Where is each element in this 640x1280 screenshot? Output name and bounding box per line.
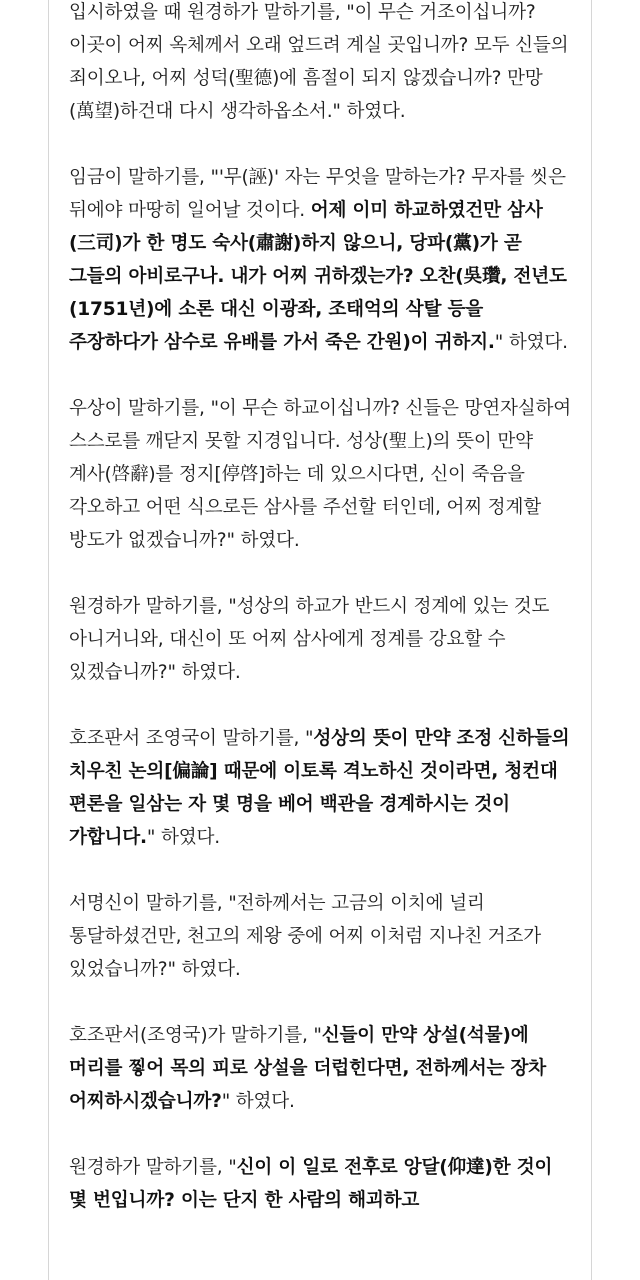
text-segment: " 하였다. <box>146 827 220 848</box>
text-segment: 호조판서(조영국)가 말하기를, " <box>69 1025 322 1046</box>
text-segment: " 하였다. <box>494 332 568 353</box>
paragraph <box>69 722 573 854</box>
paragraph <box>69 161 573 359</box>
paragraph <box>69 887 573 986</box>
text-segment: 원경하가 말하기를, " <box>69 1157 237 1178</box>
document-body <box>69 0 573 1250</box>
text-segment: 입시하였을 때 원경하가 말하기를, "이 무슨 거조이십니까? 이곳이 어찌 옥체께서 오래 엎드려 계실 곳입니까? 모두 신들의 죄이오나, 어찌 성덕(聖德)에 흠절이 되지 않겠습니까? 만망(萬望)하건대 다시 생각하옵소서." 하였다. <box>69 2 569 122</box>
paragraph <box>69 590 573 689</box>
bold-text-segment: 어제 이미 하교하였건만 삼사(三司)가 한 명도 숙사(肅謝)하지 않으니, 당파(黨)가 곧 그들의 아비로구나. 내가 어찌 귀하겠는가? 오찬(吳瓚, 전년도(1751년)에 소론 대신 이광좌, 조태억의 삭탈 등을 주장하다가 삼수로 유배를 가서 죽은 간원)이 귀하지. <box>69 200 567 353</box>
text-segment: 원경하가 말하기를, "성상의 하교가 반드시 정계에 있는 것도 아니거니와, 대신이 또 어찌 삼사에게 정계를 강요할 수 있겠습니까?" 하였다. <box>69 596 550 683</box>
text-segment: " 하였다. <box>221 1091 295 1112</box>
text-segment: 서명신이 말하기를, "전하께서는 고금의 이치에 널리 통달하셨건만, 천고의 제왕 중에 어찌 이처럼 지나친 거조가 있었습니까?" 하였다. <box>69 893 541 980</box>
paragraph <box>69 1019 573 1118</box>
text-segment: 우상이 말하기를, "이 무슨 하교이십니까? 신들은 망연자실하여 스스로를 깨닫지 못할 지경입니다. 성상(聖上)의 뜻이 만약 계사(啓辭)를 정지[停啓]하는 데 있으시다면, 신이 죽음을 각오하고 어떤 식으로든 삼사를 주선할 터인데, 어찌 정계할 방도가 없겠습니까?" 하였다. <box>69 398 572 551</box>
text-segment: 임금이 말하기를, "'무(誣)' 자는 무엇을 말하는가? 무자를 씻은 뒤에야 마땅히 일어날 것이다. <box>69 167 566 221</box>
bold-text-segment: 성상의 뜻이 만약 조정 신하들의 치우친 논의[偏論] 때문에 이토록 격노하신 것이라면, 청컨대 편론을 일삼는 자 몇 명을 베어 백관을 경계하시는 것이 가합니다. <box>69 728 570 848</box>
text-segment: 호조판서 조영국이 말하기를, " <box>69 728 314 749</box>
paragraph <box>69 0 573 128</box>
bold-text-segment: 신들이 만약 상설(석물)에 머리를 찧어 목의 피로 상설을 더럽힌다면, 전하께서는 장차 어찌하시겠습니까? <box>69 1025 547 1112</box>
paragraph <box>69 1151 573 1217</box>
bold-text-segment: 신이 이 일로 전후로 앙달(仰達)한 것이 몇 번입니까? 이는 단지 한 사람의 해괴하고 <box>69 1157 553 1211</box>
document-page <box>48 0 592 1280</box>
paragraph <box>69 392 573 557</box>
